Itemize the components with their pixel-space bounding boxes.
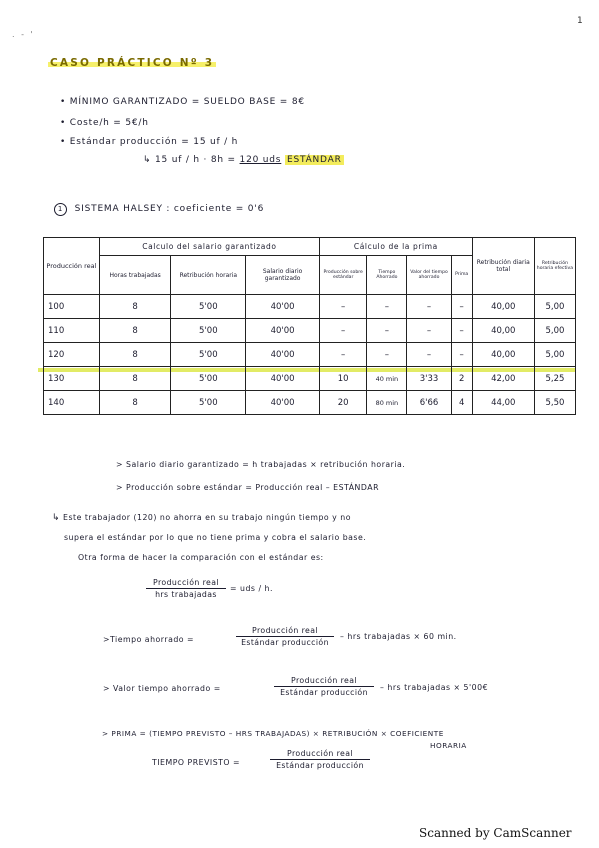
- note-produccion: > Producción sobre estándar = Producción real – ESTÁNDAR: [116, 483, 379, 492]
- cell-horas: 8: [99, 343, 171, 367]
- header-horas: Horas trabajadas: [99, 256, 171, 295]
- cell-valor: –: [407, 343, 451, 367]
- cell-prima: –: [451, 295, 472, 319]
- cell-retrib: 5'00: [171, 367, 246, 391]
- formula-numerator: Producción real: [291, 676, 357, 685]
- system-heading: [54, 203, 264, 216]
- cell-prod: 110: [44, 319, 100, 343]
- cell-prima: –: [451, 343, 472, 367]
- intro-line-estandar: • Estándar producción = 15 uf / h: [60, 137, 239, 147]
- table-row: [44, 295, 576, 319]
- formula-tiempo-tail: – hrs trabajadas × 60 min.: [340, 632, 457, 641]
- formula-valor-tail: – hrs trabajadas × 5'00€: [380, 683, 489, 692]
- cell-salario: 40'00: [246, 391, 320, 415]
- cell-prod: 140: [44, 391, 100, 415]
- header-tiempo: Tiempo Ahorrado: [367, 256, 407, 295]
- fraction-bar: [236, 636, 334, 637]
- cell-prima: –: [451, 319, 472, 343]
- cell-tiempo: –: [367, 319, 407, 343]
- cell-sobre: 20: [319, 391, 366, 415]
- cell-total: 44,00: [472, 391, 534, 415]
- page-title: CASO PRÁCTICO Nº 3: [50, 57, 215, 69]
- system-label: SISTEMA HALSEY : coeficiente = 0'6: [74, 204, 265, 214]
- formula-tiempo-fraction: [236, 626, 334, 647]
- system-number-circle: 1: [54, 203, 67, 216]
- cell-horas: 8: [99, 295, 171, 319]
- cell-total: 42,00: [472, 367, 534, 391]
- table-row: [44, 367, 576, 391]
- formula-denominator: hrs trabajadas: [155, 590, 217, 599]
- fraction-bar: [146, 588, 226, 589]
- intro-calc-result: 120 uds: [239, 155, 282, 165]
- cell-total: 40,00: [472, 343, 534, 367]
- cell-sobre: 10: [319, 367, 366, 391]
- cell-prima: 2: [451, 367, 472, 391]
- note-explanation-3: Otra forma de hacer la comparación con el estándar es:: [78, 553, 324, 562]
- cell-tiempo: –: [367, 343, 407, 367]
- cell-valor: –: [407, 295, 451, 319]
- formula-tiempo-previsto-fraction: [270, 749, 370, 770]
- cell-hora: 5,00: [534, 343, 575, 367]
- cell-tiempo: 80 min: [367, 391, 407, 415]
- formula-uds-hora-tail: = uds / h.: [230, 584, 273, 593]
- cell-total: 40,00: [472, 295, 534, 319]
- formula-denominator: Estándar producción: [241, 638, 329, 647]
- cell-total: 40,00: [472, 319, 534, 343]
- cell-horas: 8: [99, 367, 171, 391]
- intro-line-calculo: [143, 155, 344, 165]
- formula-numerator: Producción real: [153, 578, 219, 587]
- table-row: [44, 391, 576, 415]
- formula-numerator: Producción real: [252, 626, 318, 635]
- cell-sobre: –: [319, 295, 366, 319]
- cell-retrib: 5'00: [171, 295, 246, 319]
- formula-tiempo-previsto-label: TIEMPO PREVISTO =: [152, 758, 241, 767]
- fraction-bar: [274, 686, 374, 687]
- note-explanation-1: [52, 513, 351, 523]
- header-retribucion: Retribución horaria: [171, 256, 246, 295]
- cell-valor: 3'33: [407, 367, 451, 391]
- cell-tiempo: –: [367, 295, 407, 319]
- cell-salario: 40'00: [246, 319, 320, 343]
- header-produccion: Producción real: [44, 238, 100, 295]
- note-salario: > Salario diario garantizado = h trabajadas × retribución horaria.: [116, 460, 406, 469]
- arrow-right-icon: ↳: [52, 513, 61, 523]
- calculation-table: [43, 237, 576, 415]
- cell-hora: 5,00: [534, 295, 575, 319]
- formula-uds-hora: [146, 578, 226, 599]
- page-number: 1: [577, 16, 583, 26]
- cell-prod: 120: [44, 343, 100, 367]
- scanner-watermark: Scanned by CamScanner: [419, 826, 572, 840]
- cell-salario: 40'00: [246, 295, 320, 319]
- arrow-icon: ↳: [143, 155, 152, 165]
- intro-line-coste: • Coste/h = 5€/h: [60, 118, 149, 128]
- cell-prod: 100: [44, 295, 100, 319]
- corner-dots: . - ': [12, 30, 35, 39]
- cell-salario: 40'00: [246, 343, 320, 367]
- table-row: [44, 319, 576, 343]
- cell-valor: 6'66: [407, 391, 451, 415]
- cell-sobre: –: [319, 343, 366, 367]
- cell-hora: 5,50: [534, 391, 575, 415]
- intro-line-minimo: • MÍNIMO GARANTIZADO = SUELDO BASE = 8€: [60, 97, 305, 107]
- formula-denominator: Estándar producción: [280, 688, 368, 697]
- cell-retrib: 5'00: [171, 319, 246, 343]
- cell-hora: 5,25: [534, 367, 575, 391]
- formula-numerator: Producción real: [287, 749, 353, 758]
- note-explanation-1-text: Este trabajador (120) no ahorra en su trabajo ningún tiempo y no: [63, 513, 351, 522]
- formula-tiempo-label: >Tiempo ahorrado =: [103, 635, 195, 644]
- intro-calc-prefix: 15 uf / h · 8h =: [155, 155, 240, 165]
- cell-prima: 4: [451, 391, 472, 415]
- formula-denominator: Estándar producción: [276, 761, 364, 770]
- intro-calc-estandar: ESTÁNDAR: [286, 155, 342, 165]
- cell-retrib: 5'00: [171, 391, 246, 415]
- cell-horas: 8: [99, 319, 171, 343]
- formula-valor-label: > Valor tiempo ahorrado =: [103, 684, 221, 693]
- cell-retrib: 5'00: [171, 343, 246, 367]
- header-prima-col: Prima: [451, 256, 472, 295]
- cell-prod: 130: [44, 367, 100, 391]
- table-row: [44, 343, 576, 367]
- cell-horas: 8: [99, 391, 171, 415]
- header-salario: Calculo del salario garantizado: [99, 238, 319, 256]
- cell-tiempo: 40 min: [367, 367, 407, 391]
- cell-salario: 40'00: [246, 367, 320, 391]
- formula-prima: > PRIMA = (TIEMPO PREVISTO – HRS TRABAJADAS) × RETRIBUCIÓN × COEFICIENTE: [102, 729, 444, 738]
- fraction-bar: [270, 759, 370, 760]
- header-valor: Valor del tiempo ahorrado: [407, 256, 451, 295]
- cell-hora: 5,00: [534, 319, 575, 343]
- note-explanation-2: supera el estándar por lo que no tiene prima y cobra el salario base.: [64, 533, 367, 542]
- header-prod-sobre: Producción sobre estándar: [319, 256, 366, 295]
- cell-sobre: –: [319, 319, 366, 343]
- header-prima: Cálculo de la prima: [319, 238, 472, 256]
- cell-valor: –: [407, 319, 451, 343]
- header-retribucion-total: Retribución diaria total: [472, 238, 534, 295]
- header-retribucion-hora: Retribución horaria efectiva: [534, 238, 575, 295]
- formula-prima-horaria: HORARIA: [430, 741, 467, 750]
- header-salario-diario: Salario diario garantizado: [246, 256, 320, 295]
- formula-valor-fraction: [274, 676, 374, 697]
